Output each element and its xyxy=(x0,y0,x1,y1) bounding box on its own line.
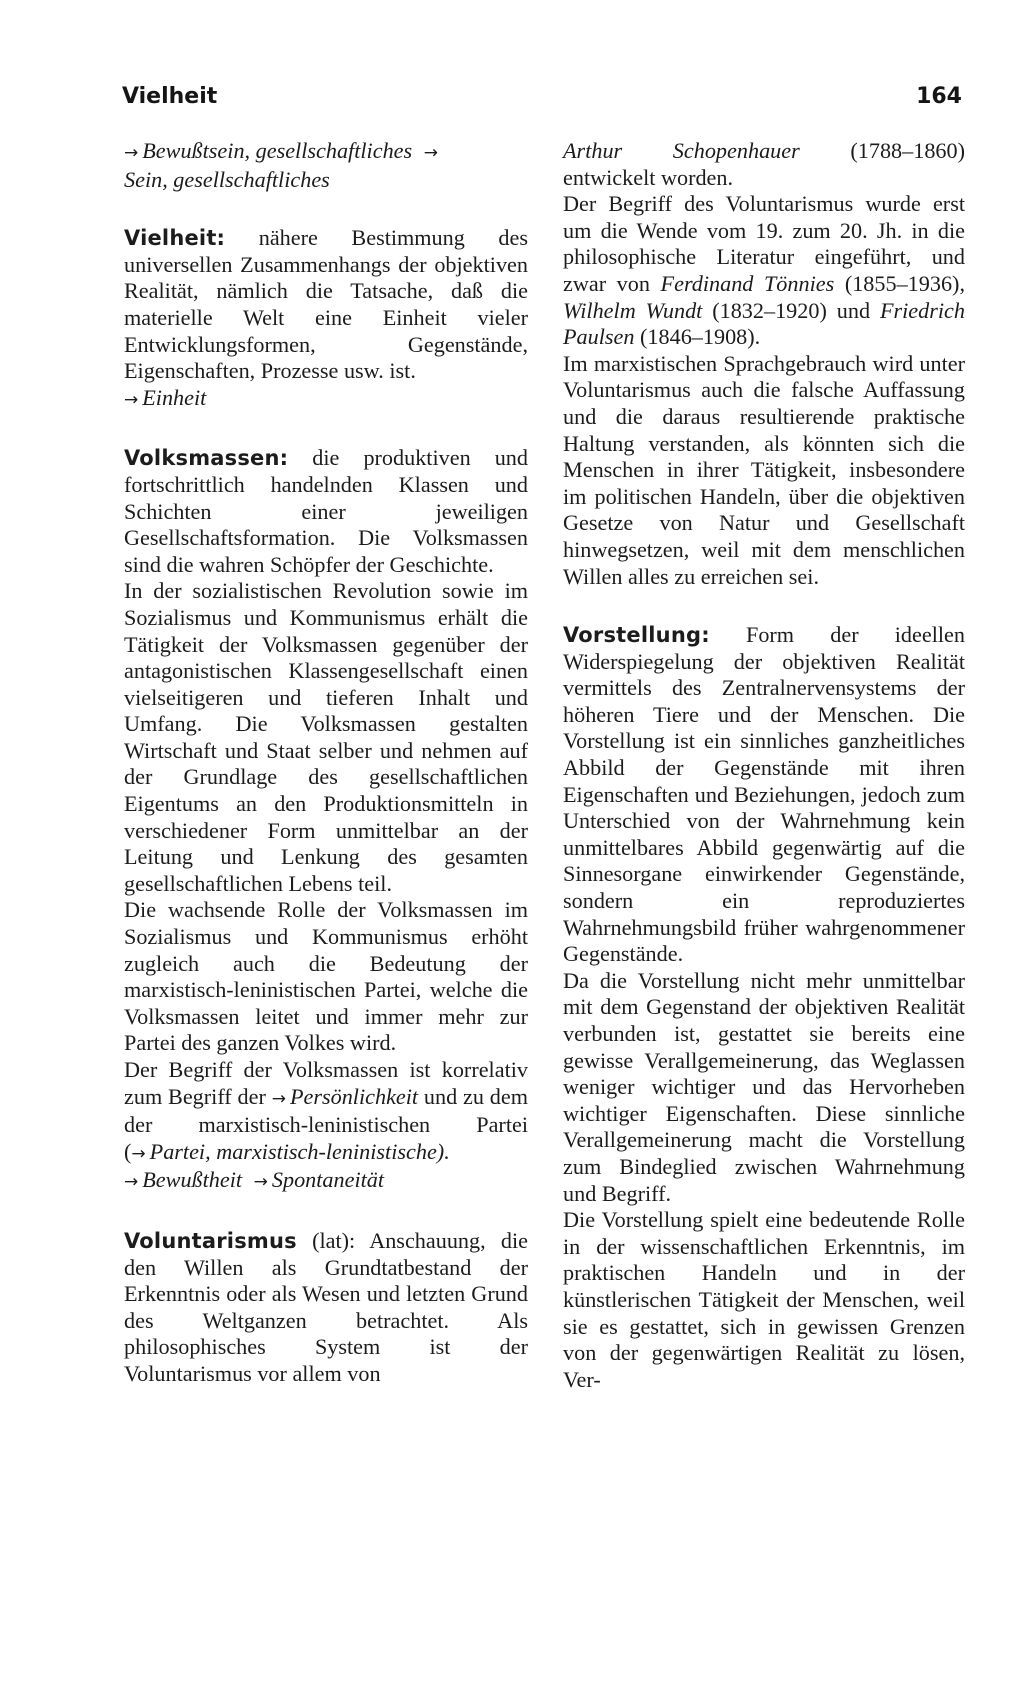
entry-text: die produktiven und fortschrittlich handelnden Klassen und Schichten einer jeweiligen Gesellschaftsformation. Die Volksmassen sind die wahren Schöpfer der Geschichte. xyxy=(124,445,528,577)
entry-paragraph xyxy=(124,1057,528,1167)
person-name: Arthur Schopenhauer xyxy=(563,138,800,163)
crossref-link[interactable]: Spontaneität xyxy=(271,1167,385,1193)
arrow-icon: → xyxy=(253,1172,268,1193)
entry-paragraph: Da die Vorstellung nicht mehr unmittelbar mit dem Gegenstand der objektiven Realität verbunden ist, gestattet sie bereits eine gewisse Verallgemeinerung, das Weglassen weniger wichtiger und das Hervorheben wichtiger Eigenschaften. Diese sinnliche Verallgemeinerung macht die Vorstellung zum Bindeglied zwischen Wahrnehmung und Begriff. xyxy=(563,967,965,1206)
crossref-link[interactable]: Bewußtheit xyxy=(142,1167,243,1193)
entry-text: (1846–1908). xyxy=(640,324,761,350)
entry-paragraph: Die Vorstellung spielt eine bedeutende Rolle in der wissenschaftlichen Erkenntnis, im praktischen Handeln und in der künstlerischen Tätigkeit der Menschen, weil sie es gestattet, sich in gewissen Grenzen von der gegenwärtigen Realität zu lösen, Ver- xyxy=(563,1207,965,1392)
entry-voluntarismus xyxy=(124,1228,528,1388)
entry-text: (lat): Anschauung, die den Willen als Grundtatbestand der Erkenntnis oder als Wesen und letzten Grund des Weltganzen betrachtet. Als philosophisches System ist der Voluntarismus vor allem von xyxy=(124,1227,528,1386)
crossref-top xyxy=(124,138,528,193)
crossref-link[interactable]: Bewußtsein, gesellschaftliches xyxy=(142,138,413,163)
entry-text: und zu dem der marxistisch-leninistischen Partei ( xyxy=(124,1083,528,1164)
entry-text: (1855–1936), xyxy=(844,270,965,296)
arrow-icon: → xyxy=(124,389,139,410)
page-number: 164 xyxy=(916,84,962,109)
entry-text: (1832–1920) und xyxy=(712,297,871,323)
arrow-icon: → xyxy=(423,143,438,163)
person-name: Ferdinand Tönnies xyxy=(660,270,835,296)
crossref-link[interactable]: Persönlichkeit xyxy=(289,1083,419,1109)
right-column xyxy=(563,138,965,1393)
entry-text: Form der ideellen Widerspiegelung der objektiven Realität vermittels des Zentralnervensystems der höheren Tiere und der Menschen. Die Vorstellung ist ein sinnliches ganzheitliches Abbild der Gegenstände mit ihren Eigenschaften und Beziehungen, jedoch zum Unterschied von der Wahrnehmung kein unmittelbares Abbild gegenwärtig auf die Sinnesorgane einwirkender Gegenstände, sondern ein reproduziertes Wahrnehmungsbild früher wahrgenommener Gegenstände. xyxy=(563,622,965,967)
left-column xyxy=(124,138,528,1388)
crossref-link[interactable]: Sein, gesellschaftliches xyxy=(124,166,330,192)
arrow-icon: → xyxy=(271,1088,286,1109)
running-head-keyword: Vielheit xyxy=(122,84,218,109)
entry-vorstellung xyxy=(563,622,965,968)
person-name: Friedrich Paulsen xyxy=(563,297,965,350)
entry-paragraph: Im marxistischen Sprachgebrauch wird unter Voluntarismus auch die falsche Auffassung und die daraus resultierende praktische Haltung verstanden, als könnten sich die Menschen in ihrer Tätigkeit, insbesondere im politischen Handeln, über die objektiven Gesetze von Natur und Gesellschaft hinwegsetzen, weil mit dem menschlichen Willen alles zu erreichen sei. xyxy=(563,350,965,589)
running-head xyxy=(122,84,962,109)
entry-volksmassen xyxy=(124,445,528,578)
entry-paragraph xyxy=(563,138,965,191)
entry-paragraph: In der sozialistischen Revolution sowie im Sozialismus und Kommunismus erhält die Tätigkeit der Volksmassen gegenüber der antagonistischen Klassengesellschaft einen vielseitigeren und tieferen Inhalt und Umfang. Die Volksmassen gestalten Wirtschaft und Staat selber und nehmen auf der Grundlage des gesellschaftlichen Eigentums an den Produktionsmitteln in verschiedener Form unmittelbar an der Leitung und Lenkung des gesamten gesellschaftlichen Lebens teil. xyxy=(124,578,528,896)
entry-text: (1788–1860) entwickelt worden. xyxy=(563,138,966,190)
crossref xyxy=(124,1167,528,1196)
entry-paragraph xyxy=(563,191,965,351)
arrow-icon: → xyxy=(131,1143,146,1164)
entry-headword: Voluntarismus xyxy=(124,1228,297,1253)
entry-paragraph: Die wachsende Rolle der Volksmassen im Sozialismus und Kommunismus erhöht zugleich auch die Bedeutung der marxistisch-leninistischen Partei, welche die Volksmassen leitet und immer mehr zur Partei des ganzen Volkes wird. xyxy=(124,897,528,1056)
entry-headword: Vielheit: xyxy=(124,226,226,251)
crossref-link[interactable]: Einheit xyxy=(142,384,207,410)
crossref xyxy=(124,385,528,414)
crossref-link[interactable]: Partei, marxistisch-leninistische). xyxy=(149,1138,450,1164)
entry-headword: Vorstellung: xyxy=(563,623,710,648)
entry-text: Der Begriff der Volksmassen ist korrelativ zum Begriff der xyxy=(124,1057,528,1109)
arrow-icon: → xyxy=(124,143,139,163)
entry-headword: Volksmassen: xyxy=(124,446,289,471)
person-name: Wilhelm Wundt xyxy=(563,297,703,323)
entry-text: nähere Bestimmung des universellen Zusammenhangs der objektiven Realität, nämlich die Tatsache, daß die materielle Welt eine Einheit vieler Entwicklungsformen, Gegenstände, Eigenschaften, Prozesse usw. ist. xyxy=(124,225,528,384)
entry-vielheit xyxy=(124,225,528,385)
arrow-icon: → xyxy=(124,1172,139,1193)
entry-text: Der Begriff des Voluntarismus wurde erst um die Wende vom 19. zum 20. Jh. in die philosophische Literatur eingeführt, und zwar von xyxy=(563,191,965,296)
